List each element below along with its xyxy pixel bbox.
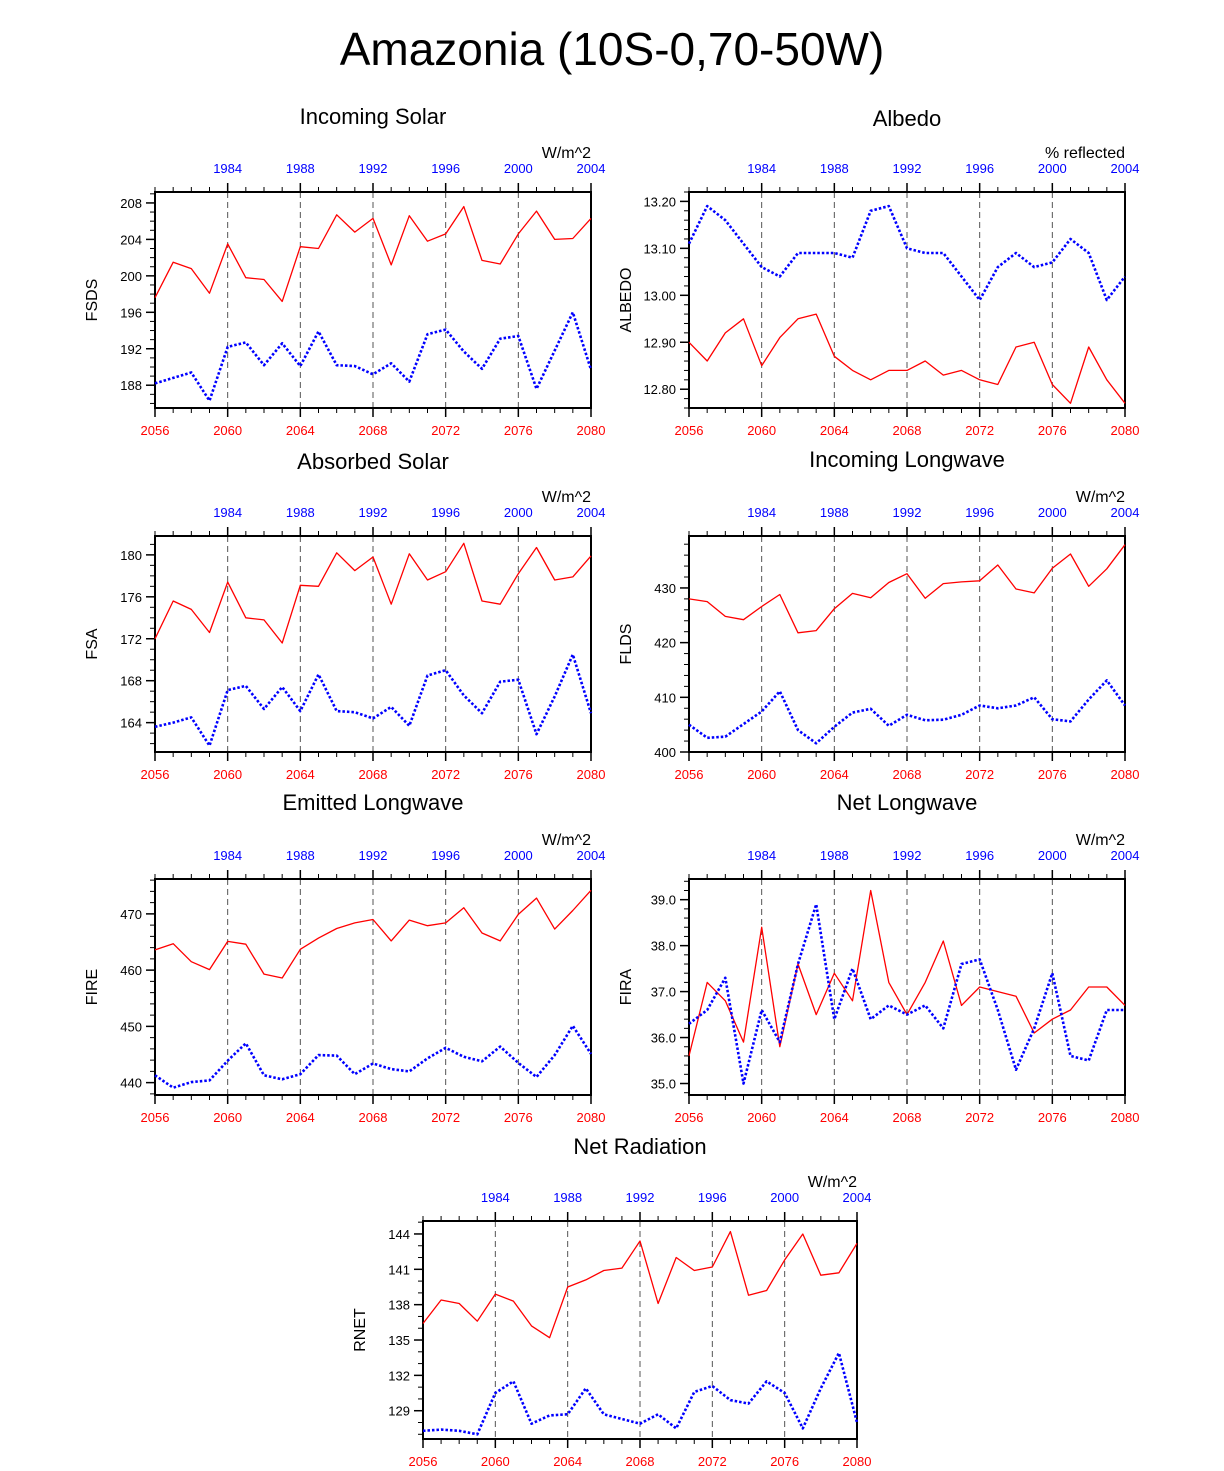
x-top-tick-label: 2004 (1110, 161, 1140, 176)
x-bottom-tick-label: 2064 (553, 1454, 583, 1469)
y-tick-label: 440 (120, 1075, 142, 1091)
y-tick-label: 450 (120, 1019, 142, 1035)
x-bottom-tick-label: 2072 (965, 423, 995, 438)
x-top-tick-label: 1988 (819, 505, 849, 520)
x-top-tick-label: 1984 (747, 848, 777, 863)
y-tick-label: 13.10 (643, 241, 676, 257)
x-top-tick-label: 1992 (892, 161, 922, 176)
panel-title: Emitted Longwave (282, 790, 464, 815)
x-bottom-tick-label: 2076 (1037, 1110, 1067, 1125)
y-tick-label: 200 (120, 268, 142, 284)
x-bottom-tick-label: 2076 (503, 1110, 533, 1125)
figure-title: Amazonia (10S-0,70-50W) (339, 23, 885, 75)
panel-title: Incoming Longwave (809, 447, 1005, 472)
x-bottom-tick-label: 2060 (747, 423, 777, 438)
units-label: W/m^2 (807, 1174, 857, 1191)
x-bottom-tick-label: 2080 (1110, 1110, 1140, 1125)
y-tick-label: 470 (120, 906, 142, 922)
y-tick-label: 172 (120, 631, 142, 647)
x-bottom-tick-label: 2064 (819, 1110, 849, 1125)
x-bottom-tick-label: 2056 (674, 767, 704, 782)
x-bottom-tick-label: 2072 (431, 767, 461, 782)
x-bottom-tick-label: 2064 (285, 423, 315, 438)
x-top-tick-label: 1992 (892, 505, 922, 520)
y-tick-label: 135 (388, 1333, 410, 1349)
x-top-tick-label: 1988 (553, 1190, 583, 1205)
x-top-tick-label: 2004 (1110, 848, 1140, 863)
y-tick-label: 410 (654, 690, 676, 706)
y-axis-label: ALBEDO (618, 267, 635, 333)
y-tick-label: 176 (120, 589, 142, 605)
x-top-tick-label: 1996 (965, 505, 995, 520)
x-top-tick-label: 1992 (625, 1190, 655, 1205)
panel-fira (618, 790, 1139, 1125)
y-axis-label: FLDS (618, 623, 635, 665)
y-axis-label: FIRA (618, 968, 635, 1006)
x-top-tick-label: 1996 (965, 848, 995, 863)
panel-title: Net Longwave (836, 790, 978, 815)
y-tick-label: 400 (654, 745, 676, 760)
x-bottom-tick-label: 2056 (674, 423, 704, 438)
units-label: W/m^2 (1075, 489, 1125, 506)
y-axis-label: FSDS (84, 278, 101, 322)
y-tick-label: 196 (120, 305, 142, 321)
units-label: % reflected (1044, 145, 1125, 162)
x-top-tick-label: 1988 (285, 161, 315, 176)
y-axis-label: FIRE (84, 968, 101, 1006)
y-tick-label: 138 (388, 1297, 410, 1313)
x-bottom-tick-label: 2072 (431, 423, 461, 438)
x-bottom-tick-label: 2072 (697, 1454, 727, 1469)
x-bottom-tick-label: 2068 (358, 1110, 388, 1125)
x-bottom-tick-label: 2072 (965, 767, 995, 782)
x-bottom-tick-label: 2068 (625, 1454, 655, 1469)
x-bottom-tick-label: 2080 (1110, 423, 1140, 438)
units-label: W/m^2 (541, 489, 591, 506)
x-top-tick-label: 1988 (285, 505, 315, 520)
x-bottom-tick-label: 2076 (503, 767, 533, 782)
x-bottom-tick-label: 2056 (140, 423, 170, 438)
x-bottom-tick-label: 2076 (1037, 423, 1067, 438)
panel-fsa (84, 449, 605, 782)
x-top-tick-label: 1984 (213, 161, 243, 176)
y-axis-label: RNET (352, 1308, 369, 1352)
y-tick-label: 132 (388, 1368, 410, 1384)
y-tick-label: 208 (120, 195, 142, 211)
y-tick-label: 180 (120, 547, 142, 563)
x-bottom-tick-label: 2080 (576, 423, 606, 438)
x-top-tick-label: 1992 (358, 505, 388, 520)
x-top-tick-label: 1988 (819, 161, 849, 176)
x-bottom-tick-label: 2068 (358, 767, 388, 782)
panel-rnet (352, 1134, 871, 1469)
x-top-tick-label: 2000 (503, 161, 533, 176)
x-bottom-tick-label: 2064 (819, 423, 849, 438)
x-top-tick-label: 1996 (965, 161, 995, 176)
x-top-tick-label: 2000 (1037, 848, 1067, 863)
x-bottom-tick-label: 2064 (285, 767, 315, 782)
x-bottom-tick-label: 2060 (747, 767, 777, 782)
y-tick-label: 141 (388, 1262, 410, 1278)
y-tick-label: 12.90 (643, 335, 676, 351)
x-bottom-tick-label: 2072 (965, 1110, 995, 1125)
y-tick-label: 38.0 (650, 938, 676, 954)
units-label: W/m^2 (541, 832, 591, 849)
x-bottom-tick-label: 2056 (140, 1110, 170, 1125)
x-top-tick-label: 2004 (576, 161, 606, 176)
x-bottom-tick-label: 2056 (140, 767, 170, 782)
x-bottom-tick-label: 2068 (892, 767, 922, 782)
x-bottom-tick-label: 2068 (358, 423, 388, 438)
y-tick-label: 39.0 (650, 892, 676, 908)
x-bottom-tick-label: 2076 (1037, 767, 1067, 782)
x-bottom-tick-label: 2060 (213, 767, 243, 782)
y-tick-label: 129 (388, 1403, 410, 1419)
panel-fsds (84, 104, 605, 438)
x-top-tick-label: 2004 (576, 505, 606, 520)
x-bottom-tick-label: 2076 (503, 423, 533, 438)
x-top-tick-label: 1996 (431, 505, 461, 520)
x-top-tick-label: 1988 (285, 848, 315, 863)
x-top-tick-label: 2000 (503, 848, 533, 863)
panel-title: Albedo (872, 106, 942, 131)
panel-title: Incoming Solar (299, 104, 447, 129)
x-top-tick-label: 1996 (431, 161, 461, 176)
y-tick-label: 36.0 (650, 1030, 676, 1046)
x-bottom-tick-label: 2080 (576, 767, 606, 782)
x-top-tick-label: 1992 (358, 848, 388, 863)
x-bottom-tick-label: 2068 (892, 1110, 922, 1125)
panel-fire (84, 790, 605, 1125)
x-top-tick-label: 1988 (819, 848, 849, 863)
y-tick-label: 430 (654, 580, 676, 596)
y-tick-label: 12.80 (643, 382, 676, 398)
x-bottom-tick-label: 2056 (674, 1110, 704, 1125)
y-tick-label: 164 (120, 715, 142, 731)
x-bottom-tick-label: 2072 (431, 1110, 461, 1125)
x-top-tick-label: 2004 (1110, 505, 1140, 520)
x-bottom-tick-label: 2080 (576, 1110, 606, 1125)
panel-albedo (618, 106, 1139, 438)
x-top-tick-label: 1984 (213, 848, 243, 863)
x-bottom-tick-label: 2076 (770, 1454, 800, 1469)
x-top-tick-label: 2004 (576, 848, 606, 863)
x-bottom-tick-label: 2064 (285, 1110, 315, 1125)
x-top-tick-label: 1996 (431, 848, 461, 863)
y-tick-label: 420 (654, 635, 676, 651)
panel-title: Absorbed Solar (297, 449, 449, 474)
x-top-tick-label: 1984 (480, 1190, 510, 1205)
x-top-tick-label: 2000 (1037, 505, 1067, 520)
x-bottom-tick-label: 2056 (408, 1454, 438, 1469)
y-tick-label: 37.0 (650, 984, 676, 1000)
x-top-tick-label: 1992 (358, 161, 388, 176)
y-tick-label: 13.20 (643, 194, 676, 210)
x-top-tick-label: 2000 (770, 1190, 800, 1205)
x-bottom-tick-label: 2080 (1110, 767, 1140, 782)
x-top-tick-label: 1984 (747, 161, 777, 176)
y-tick-label: 204 (120, 232, 142, 248)
y-tick-label: 144 (388, 1226, 410, 1242)
panel-title: Net Radiation (573, 1134, 707, 1159)
y-tick-label: 188 (120, 378, 142, 394)
y-axis-label: FSA (84, 628, 101, 660)
x-bottom-tick-label: 2068 (892, 423, 922, 438)
x-bottom-tick-label: 2060 (213, 1110, 243, 1125)
panel-flds (618, 447, 1139, 782)
x-bottom-tick-label: 2060 (480, 1454, 510, 1469)
x-bottom-tick-label: 2060 (213, 423, 243, 438)
y-tick-label: 168 (120, 673, 142, 689)
x-top-tick-label: 1984 (213, 505, 243, 520)
x-top-tick-label: 1992 (892, 848, 922, 863)
x-top-tick-label: 2000 (1037, 161, 1067, 176)
series-line-past (155, 1026, 591, 1088)
x-top-tick-label: 1996 (697, 1190, 727, 1205)
x-bottom-tick-label: 2060 (747, 1110, 777, 1125)
x-bottom-tick-label: 2080 (842, 1454, 872, 1469)
x-bottom-tick-label: 2064 (819, 767, 849, 782)
x-top-tick-label: 2004 (842, 1190, 872, 1205)
x-top-tick-label: 1984 (747, 505, 777, 520)
y-tick-label: 13.00 (643, 288, 676, 304)
units-label: W/m^2 (541, 145, 591, 162)
y-tick-label: 460 (120, 963, 142, 979)
units-label: W/m^2 (1075, 832, 1125, 849)
x-top-tick-label: 2000 (503, 505, 533, 520)
y-tick-label: 192 (120, 341, 142, 357)
y-tick-label: 35.0 (650, 1076, 676, 1092)
